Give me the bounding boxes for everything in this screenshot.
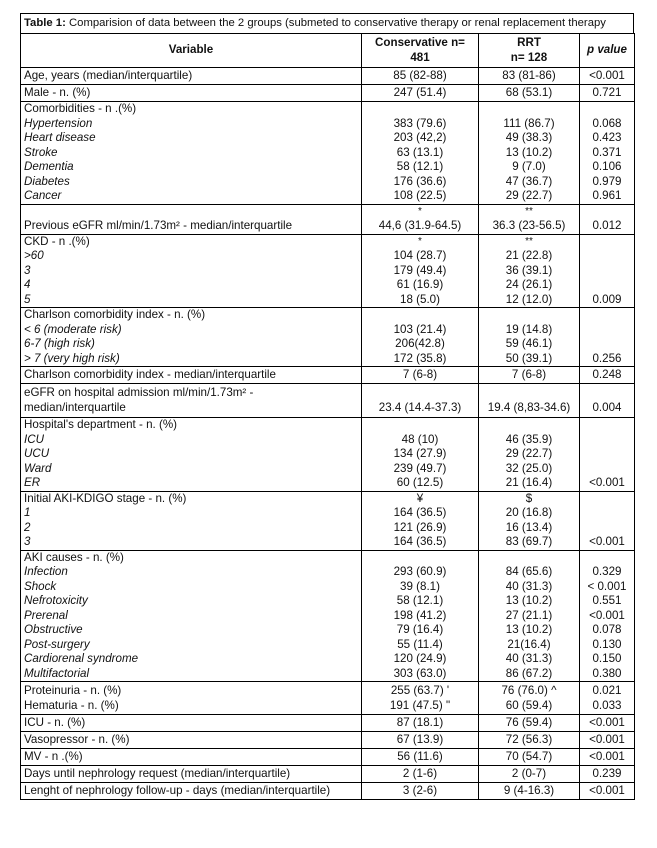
cell-rrt: 7 (6-8) bbox=[479, 367, 580, 384]
item-p: 0.021 bbox=[592, 684, 622, 697]
cell-label bbox=[21, 491, 362, 550]
item-p: 0.961 bbox=[592, 189, 622, 202]
item-cons: 58 (12.1) bbox=[396, 594, 444, 607]
cell-p: 0.721 bbox=[580, 85, 635, 102]
cell-rrt: 83 (81-86) bbox=[479, 68, 580, 85]
cell-label: ICU - n. (%) bbox=[21, 715, 362, 732]
item-rrt: 32 (25.0) bbox=[505, 461, 553, 475]
row-male bbox=[21, 85, 635, 102]
cell-p: <0.001 bbox=[580, 783, 635, 800]
header-rrt bbox=[479, 34, 580, 68]
item-label: Heart disease bbox=[24, 131, 96, 144]
item-label: Stroke bbox=[24, 145, 58, 159]
item-label: Nefrotoxicity bbox=[24, 594, 88, 607]
item-cons: 63 (13.1) bbox=[396, 145, 444, 159]
cell-cons: 67 (13.9) bbox=[362, 732, 479, 749]
cell-label bbox=[21, 682, 362, 715]
footnote-mark: ** bbox=[525, 235, 533, 247]
item-rrt: 20 (16.8) bbox=[505, 506, 553, 519]
item-cons: 164 (36.5) bbox=[393, 506, 447, 519]
cell-cons bbox=[362, 550, 479, 682]
cell-p bbox=[580, 550, 635, 682]
cell-rrt: 70 (54.7) bbox=[479, 749, 580, 766]
cell-cons: 247 (51.4) bbox=[362, 85, 479, 102]
item-p: <0.001 bbox=[589, 476, 625, 489]
item-p: 0.380 bbox=[592, 666, 622, 680]
header-variable: Variable bbox=[21, 34, 362, 68]
item-p: <0.001 bbox=[589, 608, 625, 622]
cell-label bbox=[21, 384, 362, 418]
row-vasopressor bbox=[21, 732, 635, 749]
cell-cons: 3 (2-6) bbox=[362, 783, 479, 800]
item-rrt: 59 (46.1) bbox=[505, 337, 553, 350]
item-rrt: 19 (14.8) bbox=[505, 322, 553, 336]
cell-label bbox=[21, 418, 362, 492]
cell-p: <0.001 bbox=[580, 715, 635, 732]
cell-cons bbox=[362, 204, 479, 234]
item-label: ER bbox=[24, 476, 41, 489]
row-aki-causes bbox=[21, 550, 635, 682]
item-cons: 383 (79.6) bbox=[393, 116, 447, 130]
cell-p: <0.001 bbox=[580, 68, 635, 85]
cell-label: Vasopressor - n. (%) bbox=[21, 732, 362, 749]
table-wrapper bbox=[20, 13, 634, 800]
footnote-mark: * bbox=[418, 235, 422, 247]
item-rrt: 47 (36.7) bbox=[505, 174, 553, 188]
row-charlson-median bbox=[21, 367, 635, 384]
item-rrt: 9 (7.0) bbox=[512, 160, 546, 173]
caption-text: Comparision of data between the 2 groups (submeted to conservative therapy or renal replacement therapy bbox=[65, 17, 606, 29]
item-rrt: 84 (65.6) bbox=[505, 565, 553, 578]
item-cons: 134 (27.9) bbox=[393, 447, 447, 460]
cell-p: <0.001 bbox=[580, 732, 635, 749]
item-label: Previous eGFR ml/min/1.73m² - median/interquartile bbox=[24, 219, 293, 232]
cell-rrt bbox=[479, 418, 580, 492]
cell-cons: 2 (1-6) bbox=[362, 766, 479, 783]
item-label: Cancer bbox=[24, 189, 62, 202]
row-previous-egfr bbox=[21, 204, 635, 234]
caption-label: Table 1: bbox=[24, 17, 66, 29]
cell-p: 0.239 bbox=[580, 766, 635, 783]
item-cons: 206(42.8) bbox=[395, 337, 445, 350]
item-cons: 55 (11.4) bbox=[397, 637, 443, 651]
cell-p bbox=[580, 682, 635, 715]
item-label: Infection bbox=[24, 565, 68, 578]
cell-rrt: 9 (4-16.3) bbox=[479, 783, 580, 800]
item-p: 0.004 bbox=[592, 400, 622, 414]
group-title: Charlson comorbidity index - n. (%) bbox=[24, 308, 206, 321]
data-table bbox=[20, 33, 635, 800]
item-label: eGFR on hospital admission ml/min/1.73m² - bbox=[24, 386, 254, 399]
item-rrt: 86 (67.2) bbox=[505, 666, 553, 680]
item-rrt: 36.3 (23-56.5) bbox=[492, 219, 566, 232]
item-rrt: 40 (31.3) bbox=[505, 579, 553, 593]
cell-rrt bbox=[479, 550, 580, 682]
item-label: Post-surgery bbox=[24, 637, 90, 651]
item-cons: 60 (12.5) bbox=[396, 476, 444, 489]
cell-rrt bbox=[479, 384, 580, 418]
footnote-mark: $ bbox=[525, 491, 533, 505]
row-department bbox=[21, 418, 635, 492]
item-p: <0.001 bbox=[589, 535, 625, 548]
cell-p bbox=[580, 204, 635, 234]
item-rrt: 60 (59.4) bbox=[505, 698, 553, 712]
item-label: 2 bbox=[24, 520, 31, 534]
item-label: Cardiorenal syndrome bbox=[24, 652, 139, 665]
item-rrt: 111 (86.7) bbox=[503, 116, 555, 130]
cell-p: <0.001 bbox=[580, 749, 635, 766]
group-title: AKI causes - n. (%) bbox=[24, 550, 124, 564]
item-label: > 7 (very high risk) bbox=[24, 351, 120, 365]
item-rrt: 13 (10.2) bbox=[505, 623, 553, 636]
cell-rrt bbox=[479, 234, 580, 308]
item-rrt: 13 (10.2) bbox=[505, 145, 553, 159]
item-rrt: 40 (31.3) bbox=[505, 652, 553, 665]
item-p: 0.329 bbox=[592, 565, 622, 578]
footnote-mark: ** bbox=[525, 205, 533, 217]
item-label: Hematuria - n. (%) bbox=[24, 698, 119, 712]
item-p: 0.106 bbox=[592, 160, 622, 173]
cell-label bbox=[21, 234, 362, 308]
header-rrt-line2: n= 128 bbox=[510, 50, 548, 64]
cell-rrt bbox=[479, 491, 580, 550]
group-title: Comorbidities - n .(%) bbox=[24, 102, 137, 115]
item-label: < 6 (moderate risk) bbox=[24, 322, 122, 336]
item-rrt: 27 (21.1) bbox=[505, 608, 553, 622]
item-label: 6-7 (high risk) bbox=[24, 337, 95, 350]
header-conservative bbox=[362, 34, 479, 68]
header-pvalue bbox=[580, 34, 635, 68]
item-cons: 58 (12.1) bbox=[396, 160, 444, 173]
item-label: Hypertension bbox=[24, 116, 93, 130]
item-cons: 103 (21.4) bbox=[393, 322, 447, 336]
item-p: 0.033 bbox=[592, 698, 622, 712]
item-cons: 39 (8.1) bbox=[400, 579, 440, 593]
footnote-mark: ¥ bbox=[416, 491, 424, 505]
group-title: Hospital's department - n. (%) bbox=[24, 418, 177, 431]
row-aki-stage bbox=[21, 491, 635, 550]
item-rrt: 16 (13.4) bbox=[505, 520, 553, 534]
item-label: UCU bbox=[24, 447, 50, 460]
cell-cons: 85 (82-88) bbox=[362, 68, 479, 85]
row-mv bbox=[21, 749, 635, 766]
item-rrt: 76 (76.0) ^ bbox=[501, 684, 557, 697]
cell-rrt: 2 (0-7) bbox=[479, 766, 580, 783]
cell-p: 0.248 bbox=[580, 367, 635, 384]
cell-label bbox=[21, 308, 362, 367]
item-rrt: 19.4 (8,83-34.6) bbox=[487, 400, 571, 414]
item-p: 0.423 bbox=[592, 131, 622, 144]
item-label: 1 bbox=[24, 506, 31, 519]
item-label: 3 bbox=[24, 263, 31, 277]
item-rrt: 49 (38.3) bbox=[505, 131, 553, 144]
cell-cons bbox=[362, 418, 479, 492]
item-cons: 61 (16.9) bbox=[396, 278, 444, 291]
cell-p bbox=[580, 308, 635, 367]
cell-cons bbox=[362, 491, 479, 550]
item-cons: 255 (63.7) ' bbox=[390, 684, 450, 697]
item-cons: 293 (60.9) bbox=[393, 565, 447, 578]
cell-cons bbox=[362, 682, 479, 715]
item-label: Prerenal bbox=[24, 608, 68, 622]
item-rrt: 29 (22.7) bbox=[505, 447, 553, 460]
item-p: 0.068 bbox=[592, 116, 622, 130]
item-cons: 198 (41.2) bbox=[393, 608, 447, 622]
item-label: 3 bbox=[24, 535, 31, 548]
item-cons: 164 (36.5) bbox=[393, 535, 447, 548]
footnote-mark: * bbox=[418, 205, 422, 217]
row-age bbox=[21, 68, 635, 85]
item-cons: 79 (16.4) bbox=[396, 623, 444, 636]
cell-rrt bbox=[479, 102, 580, 205]
cell-rrt: 72 (56.3) bbox=[479, 732, 580, 749]
item-p: 0.371 bbox=[592, 145, 622, 159]
row-days-request bbox=[21, 766, 635, 783]
row-comorbidities bbox=[21, 102, 635, 205]
item-cons: 179 (49.4) bbox=[393, 263, 447, 277]
item-cons: 120 (24.9) bbox=[393, 652, 447, 665]
cell-cons: 7 (6-8) bbox=[362, 367, 479, 384]
group-title: CKD - n .(%) bbox=[24, 234, 90, 248]
item-rrt: 50 (39.1) bbox=[505, 351, 553, 365]
item-rrt: 21(16.4) bbox=[507, 637, 551, 651]
item-label: ICU bbox=[24, 432, 44, 446]
cell-rrt bbox=[479, 682, 580, 715]
item-rrt: 21 (22.8) bbox=[505, 249, 553, 262]
item-label: Multifactorial bbox=[24, 666, 90, 680]
cell-rrt: 76 (59.4) bbox=[479, 715, 580, 732]
item-label: Obstructive bbox=[24, 623, 83, 636]
item-p: 0.009 bbox=[592, 292, 622, 306]
header-conservative-line2: 481 bbox=[410, 50, 430, 64]
cell-p bbox=[580, 234, 635, 308]
item-label: Shock bbox=[24, 579, 57, 593]
row-proteinuria-hematuria bbox=[21, 682, 635, 715]
item-rrt: 36 (39.1) bbox=[505, 263, 553, 277]
cell-label: Lenght of nephrology follow-up - days (median/interquartile) bbox=[21, 783, 362, 800]
table-caption bbox=[20, 13, 634, 33]
cell-label bbox=[21, 204, 362, 234]
cell-label: Male - n. (%) bbox=[21, 85, 362, 102]
item-label: >60 bbox=[24, 249, 44, 262]
cell-label bbox=[21, 102, 362, 205]
cell-rrt: 68 (53.1) bbox=[479, 85, 580, 102]
cell-cons bbox=[362, 384, 479, 418]
cell-cons bbox=[362, 308, 479, 367]
row-icu bbox=[21, 715, 635, 732]
item-cons: 172 (35.8) bbox=[393, 351, 447, 365]
row-egfr-admission bbox=[21, 384, 635, 418]
item-p: 0.256 bbox=[592, 351, 622, 365]
item-cons: 108 (22.5) bbox=[393, 189, 447, 202]
item-rrt: 83 (69.7) bbox=[505, 535, 553, 548]
item-cons: 18 (5.0) bbox=[400, 292, 440, 306]
item-rrt: 12 (12.0) bbox=[505, 292, 553, 306]
cell-p bbox=[580, 418, 635, 492]
cell-cons: 87 (18.1) bbox=[362, 715, 479, 732]
row-charlson bbox=[21, 308, 635, 367]
item-cons: 23.4 (14.4-37.3) bbox=[378, 400, 462, 414]
cell-rrt bbox=[479, 308, 580, 367]
header-rrt-line1: RRT bbox=[517, 36, 541, 49]
item-cons: 48 (10) bbox=[401, 432, 439, 446]
group-title: Initial AKI-KDIGO stage - n. (%) bbox=[24, 491, 187, 505]
item-rrt: 13 (10.2) bbox=[505, 594, 553, 607]
item-cons: 191 (47.5) " bbox=[389, 698, 451, 712]
item-label: Ward bbox=[24, 461, 52, 475]
item-cons: 44,6 (31.9-64.5) bbox=[378, 219, 462, 232]
item-p: 0.012 bbox=[592, 219, 622, 232]
item-label: 4 bbox=[24, 278, 31, 291]
row-followup-length bbox=[21, 783, 635, 800]
cell-cons: 56 (11.6) bbox=[362, 749, 479, 766]
item-p: 0.078 bbox=[592, 623, 622, 636]
cell-label: Age, years (median/interquartile) bbox=[21, 68, 362, 85]
header-conservative-line1: Conservative n= bbox=[375, 36, 465, 49]
header-p-italic: p value bbox=[587, 43, 627, 57]
item-rrt: 46 (35.9) bbox=[505, 432, 553, 446]
cell-p bbox=[580, 102, 635, 205]
cell-label: Days until nephrology request (median/interquartile) bbox=[21, 766, 362, 783]
item-cons: 203 (42,2) bbox=[393, 131, 447, 144]
item-p: 0.130 bbox=[592, 637, 622, 651]
item-label: Diabetes bbox=[24, 174, 70, 188]
item-cons: 104 (28.7) bbox=[393, 249, 447, 262]
item-p: 0.979 bbox=[592, 174, 622, 188]
item-cons: 303 (63.0) bbox=[393, 666, 447, 680]
cell-p bbox=[580, 384, 635, 418]
item-rrt: 21 (16.4) bbox=[505, 476, 553, 489]
item-rrt: 24 (26.1) bbox=[505, 278, 553, 291]
header-row bbox=[21, 34, 635, 68]
cell-cons bbox=[362, 102, 479, 205]
item-label: Dementia bbox=[24, 160, 74, 173]
item-cons: 121 (26.9) bbox=[393, 520, 447, 534]
item-label: median/interquartile bbox=[24, 400, 126, 414]
item-cons: 239 (49.7) bbox=[393, 461, 447, 475]
cell-label: MV - n .(%) bbox=[21, 749, 362, 766]
cell-label: Charlson comorbidity index - median/interquartile bbox=[21, 367, 362, 384]
item-rrt: 29 (22.7) bbox=[505, 189, 553, 202]
item-cons: 176 (36.6) bbox=[393, 174, 447, 188]
item-p: < 0.001 bbox=[587, 579, 627, 593]
cell-p bbox=[580, 491, 635, 550]
row-ckd bbox=[21, 234, 635, 308]
item-label: 5 bbox=[24, 292, 31, 306]
cell-label bbox=[21, 550, 362, 682]
item-p: 0.150 bbox=[592, 652, 622, 665]
cell-rrt bbox=[479, 204, 580, 234]
item-p: 0.551 bbox=[592, 594, 622, 607]
item-label: Proteinuria - n. (%) bbox=[24, 684, 122, 697]
cell-cons bbox=[362, 234, 479, 308]
